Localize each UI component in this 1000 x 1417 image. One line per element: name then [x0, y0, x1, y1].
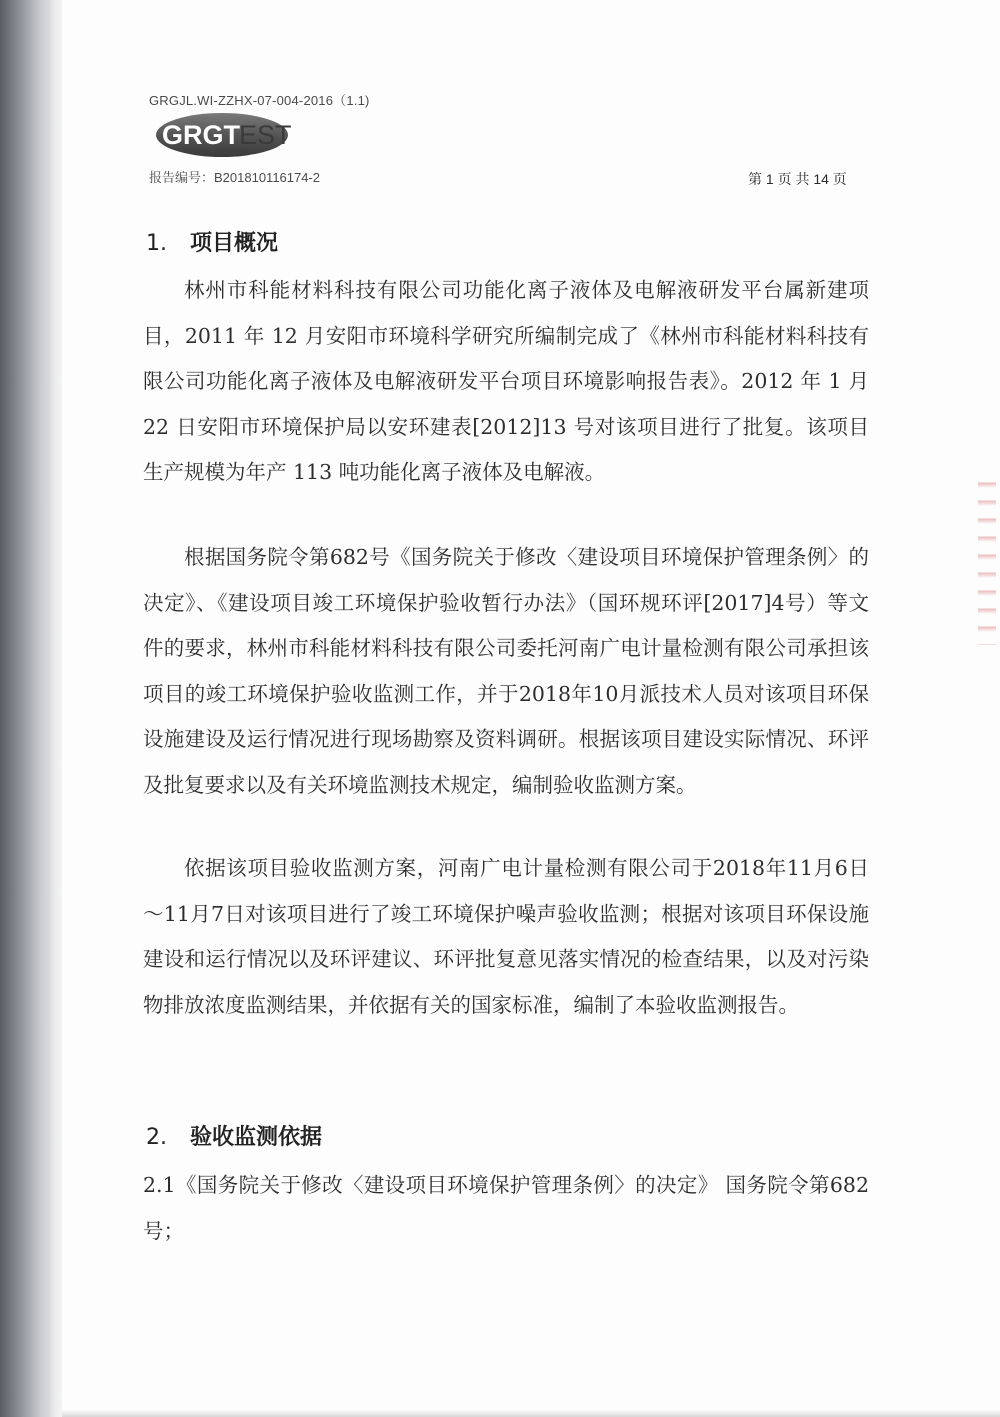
section-2-number: 2.: [146, 1125, 167, 1150]
grgtest-logo: [156, 112, 296, 158]
page-number: 第 1 页 共 14 页: [748, 171, 847, 187]
section-1-paragraph-2: 根据国务院令第682号《国务院关于修改〈建设项目环境保护管理条例〉的决定》、《建设项目竣工环境保护验收暂行办法》（国环规环评[2017]4号）等文件的要求，林州市科能材料科技有限公司委托河南广电计量检测有限公司承担该项目的竣工环境保护验收监测工作，并于2018年10月派技术人员对该项目环保设施建设及运行情况进行现场勘察及资料调研。根据该项目建设实际情况、环评及批复要求以及有关环境监测技术规定，编制验收监测方案。: [143, 545, 869, 797]
seam-stamp-mark: [978, 470, 996, 645]
section-1-paragraph-1: 林州市科能材料科技有限公司功能化离子液体及电解液研发平台属新建项目，2011 年 12 月安阳市环境科学研究所编制完成了《林州市科能材料科技有限公司功能化离子液体及电解液研发平台项目环境影响报告表》。2012 年 1 月 22 日安阳市环境保护局以安环建表[2012]13 号对该项目进行了批复。该项目生产规模为年产 113 吨功能化离子液体及电解液。: [143, 278, 869, 485]
section-1-heading: [146, 226, 278, 257]
section-2-heading: [146, 1120, 322, 1151]
scan-binding-edge: [48, 0, 62, 1417]
svg-text:EST: EST: [239, 120, 292, 150]
svg-text:GRGT: GRGT: [162, 120, 240, 150]
report-number: 报告编号：B201810116174-2: [149, 170, 321, 185]
section-1-number: 1.: [146, 231, 167, 256]
scan-bottom-edge: [62, 1409, 1000, 1417]
section-1-paragraph-3: 依据该项目验收监测方案，河南广电计量检测有限公司于2018年11月6日～11月7日对该项目进行了竣工环境保护噪声验收监测；根据对该项目环保设施建设和运行情况以及环评建议、环评批复意见落实情况的检查结果，以及对污染物排放浓度监测结果，并依据有关的国家标准，编制了本验收监测报告。: [143, 856, 869, 1017]
section-2-item-2-1: 2.1《国务院关于修改〈建设项目环境保护管理条例〉的决定》 国务院令第682号；: [143, 1173, 869, 1243]
section-2-title: 验收监测依据: [190, 1125, 323, 1150]
section-1-title: 项目概况: [190, 231, 279, 256]
document-code: GRGJL.WI-ZZHX-07-004-2016（1.1): [149, 93, 370, 108]
